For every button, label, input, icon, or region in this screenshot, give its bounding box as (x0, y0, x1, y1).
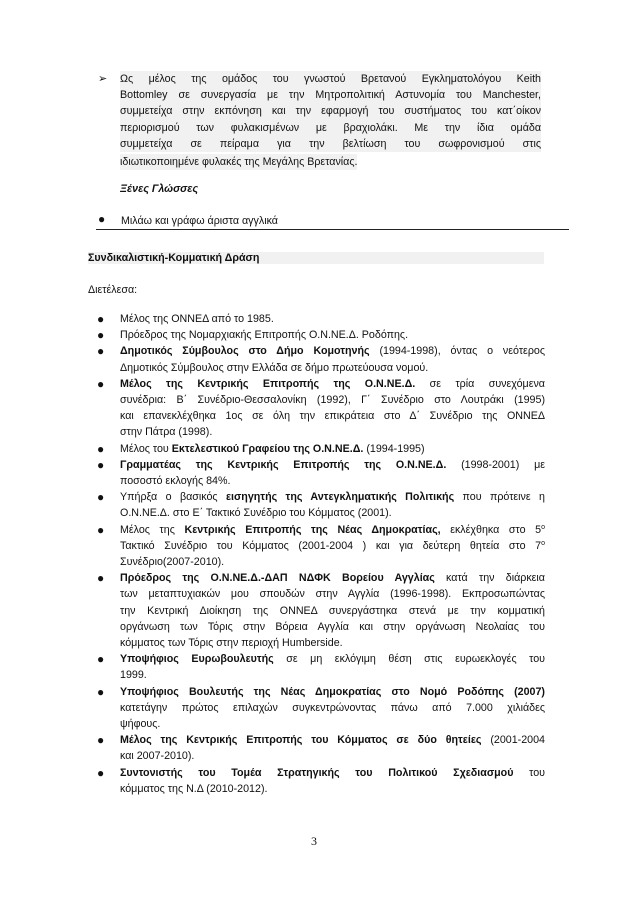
bold-text: Μέλος της Κεντρικής Επιτροπής της Ο.Ν.ΝΕ.Δ. (120, 377, 416, 390)
list-item-line (120, 441, 545, 457)
section-heading: Συνδικαλιστική-Κομματική Δράση (88, 252, 544, 264)
bullet-icon: ● (97, 376, 105, 391)
list-item-line (120, 684, 545, 700)
text: του (513, 766, 545, 779)
list-item-line (120, 765, 545, 781)
text: κατετάγην πρώτος επιλαχών συγκεντρώνοντας πάνω από 7.000 χιλιάδες (120, 701, 545, 714)
bullet-icon: ● (97, 733, 105, 748)
list-item (95, 765, 545, 797)
list-item (95, 376, 545, 441)
text: Υπήρξα ο βασικός (120, 491, 226, 504)
text: Πρόεδρος της Νομαρχιακής Επιτροπής Ο.Ν.ΝΕ.Δ. Ροδόπης. (120, 329, 409, 342)
text-line: περιορισμού των φυλακισμένων με βραχιολάκι. Με την ίδια ομάδα (120, 120, 541, 136)
list-item-line (120, 781, 545, 797)
list-item-line (120, 603, 545, 619)
list-item (95, 311, 545, 327)
bullet-icon: ● (97, 312, 105, 326)
bullet-icon: ● (97, 490, 105, 505)
list-item (95, 327, 545, 343)
list-item (95, 489, 545, 521)
bold-text: Συντονιστής του Τομέα Στρατηγικής του Πολιτικού Σχεδιασμού (120, 766, 514, 779)
text: (2001-2004 (481, 734, 545, 747)
list-item-line (120, 489, 545, 505)
text: Τακτικό Συνέδριο του Κόμματος (2001-2004 ) και για δεύτερη θητεία στο 7 (120, 539, 542, 552)
list-item-line (120, 651, 545, 667)
bullet-icon: ● (97, 684, 105, 699)
list-item-line (120, 522, 545, 538)
list-item-line (120, 748, 545, 764)
page-number: 3 (311, 834, 317, 848)
list-item-line (120, 327, 545, 343)
text: σε μη εκλόγιμη θέση στις ευρωεκλογές του (273, 653, 545, 666)
list-item (95, 457, 545, 489)
text: των μεταπτυχιακών μου σπουδών στην Αγγλία (1996-1998). Εκπροσωπώντας (120, 588, 545, 601)
text: που πρότεινε η (454, 491, 545, 504)
bullet-icon: ● (97, 328, 105, 343)
list-item-line (120, 732, 545, 748)
list-item (95, 343, 545, 375)
list-item-line (120, 554, 545, 570)
served-label: Διετέλεσα: (88, 284, 138, 296)
bullet-icon: ● (97, 344, 105, 359)
text-line: Ως μέλος της ομάδος του γνωστού Βρετανού Εγκληματολόγου Keith (120, 71, 541, 87)
text: σε τρία συνεχόμενα (415, 377, 545, 390)
bullet-icon: ● (97, 765, 105, 780)
list-item-line (120, 619, 545, 635)
text: (1998-2001) με (446, 458, 545, 471)
superscript: ο (541, 539, 545, 547)
text: Μέλος της ΟΝΝΕΔ από το 1985. (120, 313, 274, 325)
bullet-icon: ● (97, 571, 105, 586)
list-item-line (120, 473, 545, 489)
positions-list (95, 311, 545, 797)
text: εκλέχθηκα στο 5 (440, 523, 542, 536)
text: κατά την διάρκεια (434, 572, 545, 585)
list-item-line (120, 408, 545, 424)
list-item (95, 570, 545, 651)
text: (1994-1998), όντας ο νεότερος (369, 345, 545, 358)
text-line: Bottomley σε συνεργασία με την Μητροπολιτική Αστυνομία του Manchester, (120, 87, 541, 103)
text-line: ιδιωτικοποιημένε φυλακές της Μεγάλης Βρετανίας. (120, 154, 357, 170)
languages-list-item (96, 211, 569, 230)
text: οργάνωση των Τόρις στην Βόρεια Αγγλία και στην οργάνωση Νεολαίας του (120, 620, 545, 633)
intro-text (120, 71, 541, 170)
list-item-line (120, 311, 545, 327)
list-item-line (120, 667, 545, 683)
text: (1994-1995) (363, 442, 425, 455)
text: και επανεκλέχθηκα 1ος σε όλη την επικράτεια στο Δ΄ Συνέδριο της ΟΝΝΕΔ (120, 410, 545, 423)
bold-text: Υποψήφιος Βουλευτής της Νέας Δημοκρατίας στο Νομό Ροδόπης (2007) (120, 685, 545, 698)
list-item-line (120, 505, 545, 521)
list-item (95, 684, 545, 733)
bold-text: Πρόεδρος της Ο.Ν.ΝΕ.Δ.-ΔΑΠ ΝΔΦΚ Βορείου Αγγλίας (120, 572, 435, 585)
bold-text: Κεντρικής Επιτροπής της Νέας Δημοκρατίας, (184, 523, 441, 536)
list-item (95, 732, 545, 764)
list-item-line (120, 392, 545, 408)
bold-text: Γραμματέας της Κεντρικής Επιτροπής της Ο.Ν.ΝΕ.Δ. (120, 458, 447, 471)
list-item-line (120, 716, 545, 732)
list-item-line (120, 570, 545, 586)
text: Μέλος του (120, 442, 172, 455)
text: Μέλος της (120, 523, 185, 536)
bold-text: Εκτελεστικού Γραφείου της Ο.Ν.ΝΕ.Δ. (171, 442, 364, 455)
list-item-line (120, 424, 545, 440)
text: κόμματος των Τόρις στην περιοχή Humberside. (120, 637, 343, 650)
text: συνέδρια: Β΄ Συνέδριο-Θεσσαλονίκη (1992), Γ΄ Συνέδριο στο Λουτράκι (1995) (120, 394, 545, 407)
list-item-line (120, 376, 545, 392)
text: ψήφους. (120, 718, 161, 731)
text-line: συμμετείχα στην εκπόνηση και την εφαρμογή του συστήματος του κατ΄οίκον (120, 103, 541, 119)
languages-text: Μιλάω και γράφω άριστα αγγλικά (121, 215, 278, 227)
text: κόμματος της Ν.Δ (2010-2012). (120, 782, 268, 795)
list-item-line (120, 700, 545, 716)
list-item (95, 651, 545, 683)
list-item-line (120, 360, 545, 376)
bold-text: Μέλος της Κεντρικής Επιτροπής του Κόμματος σε δύο θητείες (120, 734, 482, 747)
bullet-icon: ● (98, 212, 106, 226)
text: ποσοστό εκλογής 84%. (120, 475, 231, 488)
bullet-icon: ● (97, 522, 105, 537)
text-line: συμμετείχα σε πείραμα για την βελτίωση του σωφρονισμού στις (120, 136, 541, 152)
bullet-icon: ● (97, 441, 105, 456)
superscript: ο (541, 523, 545, 531)
list-item-line (120, 586, 545, 602)
text: Δημοτικός Σύμβουλος στην Ελλάδα σε δήμο πρωτεύουσα νομού. (120, 361, 429, 374)
text: 1999. (120, 669, 147, 682)
bold-text: Δημοτικός Σύμβουλος στο Δήμο Κομοτηνής (120, 345, 370, 358)
list-item-line (120, 457, 545, 473)
text: την Κεντρική Διοίκηση της ΟΝΝΕΔ συνεργάστηκα στενά με την κομματική (120, 604, 545, 617)
text: στην Πάτρα (1998). (120, 426, 213, 439)
list-item (95, 522, 545, 571)
bullet-icon: ● (97, 457, 105, 472)
bold-text: Υποψήφιος Ευρωβουλευτής (120, 653, 274, 666)
list-item-line (120, 343, 545, 359)
text: Ο.Ν.ΝΕ.Δ. στο Ε΄ Τακτικό Συνέδριο του Κόμματος (2001). (120, 507, 392, 520)
languages-heading: Ξένες Γλώσσες (120, 183, 199, 195)
text: και 2007-2010). (120, 750, 195, 763)
list-item (95, 441, 545, 457)
bullet-icon: ● (97, 652, 105, 667)
text: Συνέδριο(2007-2010). (120, 556, 225, 569)
arrow-bullet-icon: ➢ (98, 73, 108, 85)
list-item-line (120, 538, 545, 554)
list-item-line (120, 635, 545, 651)
bold-text: εισηγητής της Αντεγκληματικής Πολιτικής (225, 491, 455, 504)
